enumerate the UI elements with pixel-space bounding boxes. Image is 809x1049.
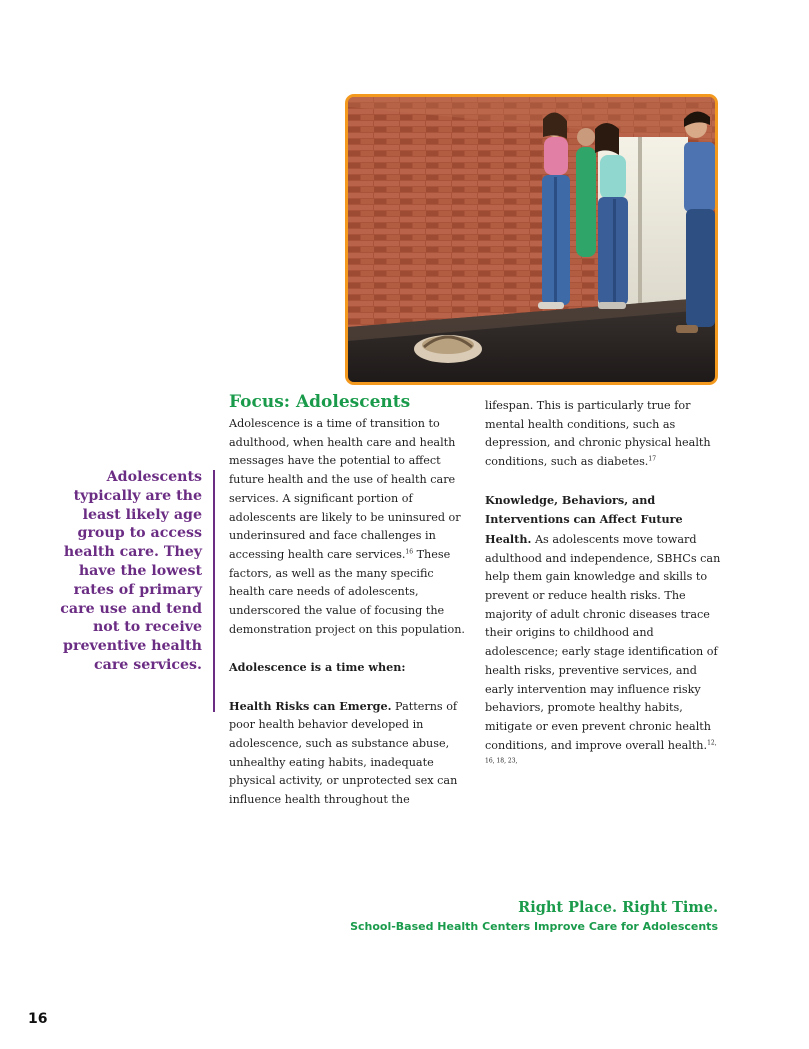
page-number: 16	[28, 1011, 48, 1027]
footnote-ref: 17	[648, 455, 657, 463]
body-column-left	[229, 415, 465, 810]
pull-quote-rule	[213, 470, 215, 712]
tagline-subtitle: School-Based Health Centers Improve Care for Adolescents	[350, 920, 718, 933]
continuation-paragraph: lifespan. This is particularly true for mental health conditions, such as depression, and chronic physical health conditions, such as diabetes.$^{17}$	[485, 399, 711, 469]
students-in-hallway-image	[348, 97, 715, 382]
body-column-right	[485, 397, 725, 774]
paragraph-heading: Health Risks can Emerge.	[229, 698, 392, 713]
section-heading: Focus: Adolescents	[229, 392, 411, 412]
health-risks-paragraph: Health Risks can Emerge. Patterns of poor health behavior developed in adolescence, such as substance abuse, unhealthy eating habits, inadequate physical activity, or unprotected sex can influence health throughout the	[229, 698, 458, 807]
intro-paragraph: Adolescence is a time of transition to adulthood, when health care and health messages have the potential to affect future health and the use of health care services. A significant portion of adolescents are likely to be uninsured or underinsured and face challenges in accessing health care services.$^{16}$ These factors, as well as the many specific health care needs of adolescents, underscored the value of focusing the demonstration project on this population.	[229, 417, 465, 636]
tagline-title: Right Place. Right Time.	[518, 899, 718, 916]
hallway-photo	[345, 94, 718, 385]
lead-in-paragraph: Adolescence is a time when:	[229, 660, 406, 675]
pull-quote: Adolescents typically are the least likely age group to access health care. They have the lowest rates of primary care use and tend not to receive preventive health care services.	[60, 469, 202, 673]
footnote-ref: 16	[405, 548, 414, 556]
footnote-ref: 12, 16, 18, 23,	[485, 738, 717, 765]
paragraph-heading: Knowledge, Behaviors, and Interventions can Affect Future Health.	[485, 492, 683, 546]
knowledge-behaviors-paragraph: Knowledge, Behaviors, and Interventions can Affect Future Health. As adolescents move toward adulthood and independence, SBHCs can help them gain knowledge and skills to prevent or reduce health risks. The majority of adult chronic diseases trace their origins to childhood and adolescence; early stage identification of health risks, preventive services, and early intervention may influence risky behaviors, promote healthy habits, mitigate or even prevent chronic health conditions, and improve overall health.$^{12, 16, 18, 23,}$	[485, 492, 721, 765]
